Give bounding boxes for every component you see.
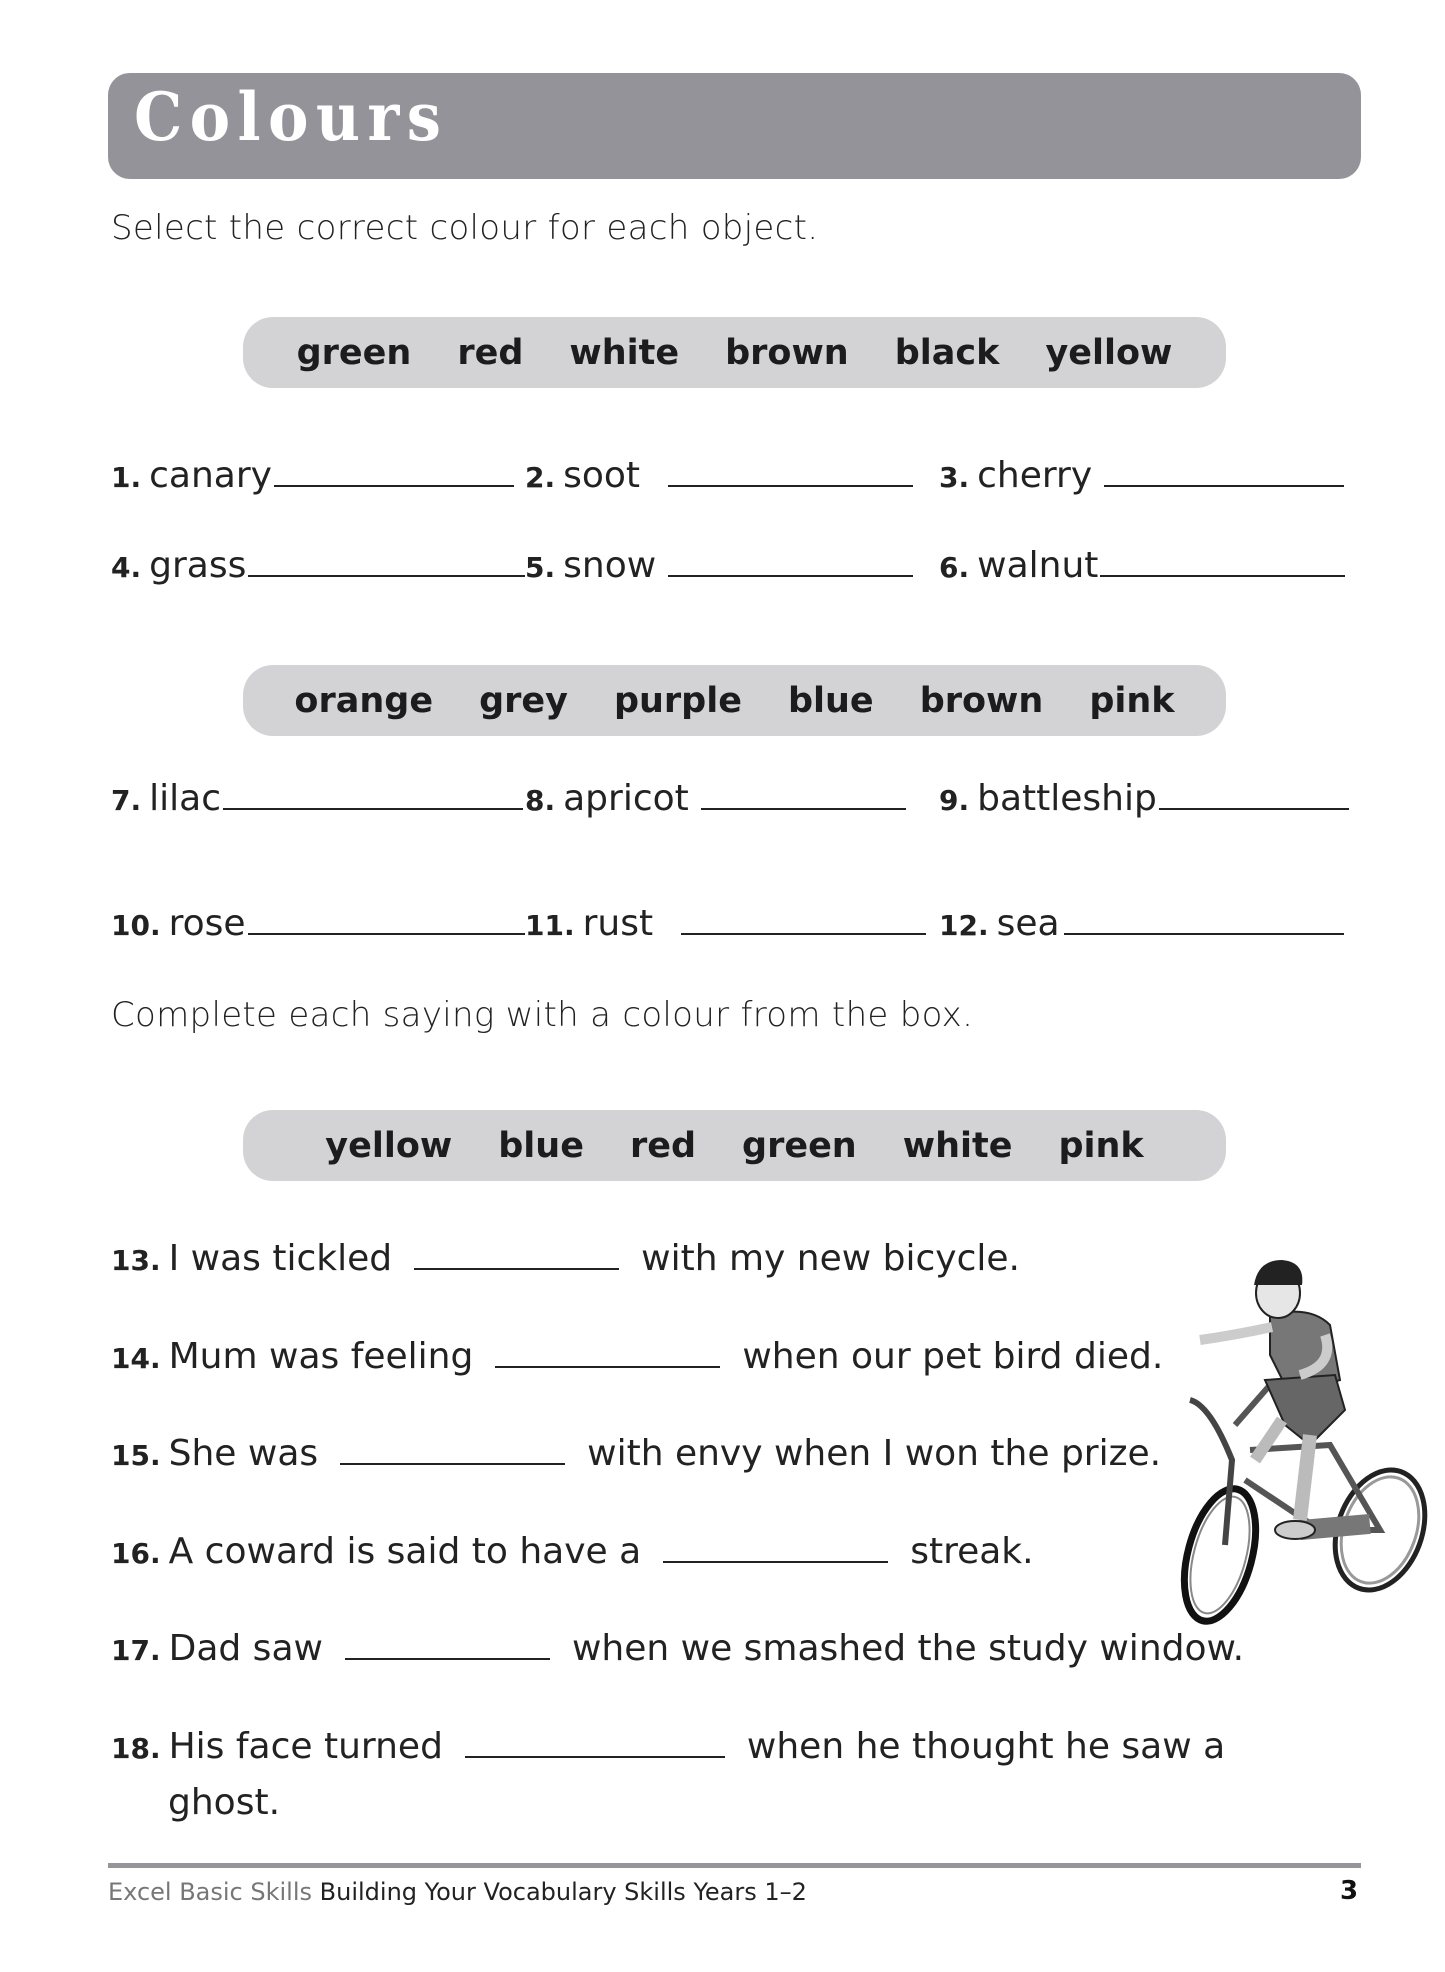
- answer-blank[interactable]: [1159, 808, 1349, 810]
- answer-blank[interactable]: [345, 1658, 550, 1660]
- object-word: rust: [582, 903, 654, 944]
- footer-book-title: [108, 1878, 807, 1906]
- instruction-complete-saying: Complete each saying with a colour from the box.: [111, 995, 974, 1035]
- answer-blank[interactable]: [223, 808, 523, 810]
- boy-on-bicycle-illustration: [1160, 1255, 1430, 1625]
- object-word: cherry: [977, 455, 1093, 496]
- object-word: walnut: [977, 545, 1099, 586]
- answer-blank[interactable]: [668, 575, 913, 577]
- word-option: blue: [498, 1125, 584, 1166]
- exercise-row: [111, 903, 1376, 953]
- answer-blank[interactable]: [681, 933, 926, 935]
- word-option: brown: [725, 332, 849, 373]
- word-option: green: [296, 332, 412, 373]
- exercise-row: [111, 455, 1376, 505]
- answer-blank[interactable]: [1104, 485, 1344, 487]
- answer-blank[interactable]: [465, 1756, 725, 1758]
- saying-continuation: ghost.: [168, 1782, 281, 1823]
- page-title: Colours: [134, 78, 449, 156]
- word-option: purple: [613, 680, 742, 721]
- word-option: black: [894, 332, 1000, 373]
- exercise-item: 8. apricot: [525, 778, 939, 828]
- exercise-item: 3. cherry: [939, 455, 1359, 505]
- exercise-row: [111, 778, 1376, 828]
- word-option: red: [629, 1125, 697, 1166]
- object-word: lilac: [149, 778, 221, 819]
- exercise-item: 4. grass: [111, 545, 525, 595]
- object-word: soot: [563, 455, 641, 496]
- word-box-2: [243, 665, 1226, 736]
- exercise-item: 11. rust: [525, 903, 939, 953]
- answer-blank[interactable]: [1100, 575, 1345, 577]
- object-word: battleship: [977, 778, 1157, 819]
- object-word: sea: [996, 903, 1060, 944]
- answer-blank[interactable]: [663, 1561, 888, 1563]
- exercise-row: [111, 545, 1376, 595]
- exercise-item: 2. soot: [525, 455, 939, 505]
- word-option: grey: [479, 680, 568, 721]
- answer-blank[interactable]: [668, 485, 913, 487]
- answer-blank[interactable]: [248, 933, 525, 935]
- exercise-item: 6. walnut: [939, 545, 1359, 595]
- exercise-item: 9. battleship: [939, 778, 1359, 828]
- object-word: apricot: [563, 778, 689, 819]
- word-option: white: [569, 332, 680, 373]
- word-option: brown: [919, 680, 1044, 721]
- word-box-1: [243, 317, 1226, 388]
- answer-blank[interactable]: [701, 808, 906, 810]
- exercise-item: 1. canary: [111, 455, 525, 505]
- word-option: red: [457, 332, 524, 373]
- word-option: pink: [1058, 1125, 1144, 1166]
- word-option: green: [742, 1125, 857, 1166]
- footer-divider: [108, 1863, 1361, 1868]
- word-option: blue: [787, 680, 874, 721]
- saying-item: 13. I was tickled with my new bicycle.: [111, 1238, 1020, 1279]
- word-option: yellow: [1045, 332, 1173, 373]
- saying-item: 18. His face turned when he thought he saw a: [111, 1726, 1226, 1767]
- saying-item: 16. A coward is said to have a streak.: [111, 1531, 1034, 1572]
- saying-item: 17. Dad saw when we smashed the study window.: [111, 1628, 1245, 1669]
- exercise-item: 5. snow: [525, 545, 939, 595]
- object-word: canary: [149, 455, 272, 496]
- answer-blank[interactable]: [414, 1268, 619, 1270]
- answer-blank[interactable]: [1064, 933, 1344, 935]
- word-option: orange: [294, 680, 434, 721]
- object-word: snow: [563, 545, 657, 586]
- answer-blank[interactable]: [340, 1463, 565, 1465]
- word-option: white: [902, 1125, 1013, 1166]
- page-number: 3: [1340, 1876, 1359, 1906]
- footer-title: Building Your Vocabulary Skills Years 1–2: [319, 1878, 807, 1906]
- saying-item: 14. Mum was feeling when our pet bird died.: [111, 1336, 1164, 1377]
- saying-item: 15. She was with envy when I won the prize.: [111, 1433, 1162, 1474]
- object-word: grass: [149, 545, 247, 586]
- word-box-3: [243, 1110, 1226, 1181]
- exercise-item: 10. rose: [111, 903, 525, 953]
- word-option: yellow: [325, 1125, 453, 1166]
- answer-blank[interactable]: [248, 575, 525, 577]
- object-word: rose: [168, 903, 246, 944]
- exercise-item: 12. sea: [939, 903, 1359, 953]
- word-option: pink: [1089, 680, 1175, 721]
- footer-series: Excel Basic Skills: [108, 1878, 313, 1906]
- instruction-select-colour: Select the correct colour for each object.: [111, 208, 819, 248]
- answer-blank[interactable]: [274, 485, 514, 487]
- answer-blank[interactable]: [495, 1366, 720, 1368]
- exercise-item: 7. lilac: [111, 778, 525, 828]
